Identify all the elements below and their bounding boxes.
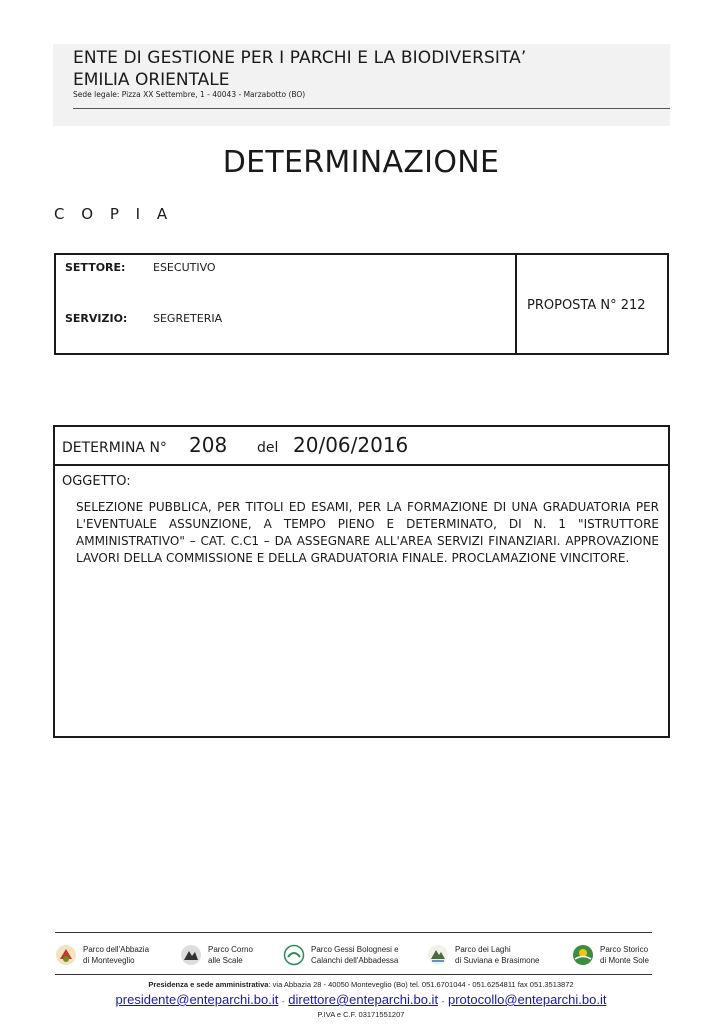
park-corno-alle-scale	[180, 940, 288, 970]
copy-mark: C O P I A	[54, 205, 174, 223]
park-name-line1: Parco Corno	[208, 945, 253, 954]
proposta-number: PROPOSTA N° 212	[527, 298, 646, 313]
park-name-line2: di Suviana e Brasimone	[455, 956, 540, 965]
email-direttore-link[interactable]: direttore@enteparchi.bo.it	[288, 992, 439, 1007]
park-name-line2: alle Scale	[208, 956, 243, 965]
park-name-line2: Calanchi dell'Abbadessa	[311, 956, 399, 965]
org-name-line1: ENTE DI GESTIONE PER I PARCHI E LA BIODIVERSITA’	[73, 48, 527, 68]
park-name-line2: di Monteveglio	[83, 956, 135, 965]
determina-date: 20/06/2016	[293, 433, 409, 457]
footer-address	[0, 980, 722, 989]
info-box-divider	[515, 253, 517, 355]
park-gessi-bolognesi	[283, 940, 421, 970]
org-name-line2: EMILIA ORIENTALE	[73, 70, 230, 90]
determina-label: DETERMINA N°	[62, 440, 167, 456]
letterhead-rule	[73, 108, 670, 109]
email-protocollo-link[interactable]: protocollo@enteparchi.bo.it	[447, 992, 607, 1007]
oggetto-text: SELEZIONE PUBBLICA, PER TITOLI ED ESAMI, PER LA FORMAZIONE DI UNA GRADUATORIA PER L'EVENTUALE ASSUNZIONE, A TEMPO PIENO E DETERMINATO, DI N. 1 "ISTRUTTORE AMMINISTRATIVO" – CAT. C.C1 – DA ASSEGNARE ALL'AREA SERVIZI FINANZIARI. APPROVAZIONE LAVORI DELLA COMMISSIONE E DELLA GRADUATORIA FINALE. PROCLAMAZIONE VINCITORE.	[76, 500, 659, 565]
oggetto-label: OGGETTO:	[62, 474, 131, 489]
footer-emails: presidente@enteparchi.bo.it - direttore@enteparchi.bo.it - protocollo@enteparchi.bo.it	[115, 992, 607, 1007]
park-laghi-suviana	[427, 940, 565, 970]
servizio-label: SERVIZIO:	[65, 312, 128, 325]
park-name-line1: Parco Storico	[600, 945, 649, 954]
footer-bottom-rule	[55, 974, 652, 975]
park-name-line1: Parco Gessi Bolognesi e	[311, 945, 399, 954]
park-name-line1: Parco dell'Abbazia	[83, 945, 150, 954]
determina-box	[53, 425, 670, 738]
park-logo-icon	[572, 944, 594, 966]
determina-del-label: del	[257, 440, 279, 456]
footer-top-rule	[55, 932, 652, 933]
park-logo-icon	[55, 944, 77, 966]
footer-vat-number: P.IVA e C.F. 03171551207	[317, 1010, 405, 1019]
park-logo-icon	[427, 944, 449, 966]
footer-address-detail: : via Abbazia 28 - 40050 Monteveglio (Bo) tel. 051.6701044 - 051.6254811 fax 051.3513872	[268, 980, 574, 989]
park-logo-icon	[283, 944, 305, 966]
document-title: DETERMINAZIONE	[222, 145, 500, 180]
park-name-line2: di Monte Sole	[600, 956, 649, 965]
park-name-line1: Parco dei Laghi	[455, 945, 511, 954]
park-logo-icon	[180, 944, 202, 966]
settore-value: ESECUTIVO	[153, 261, 216, 274]
park-storico-monte-sole	[572, 940, 670, 970]
determina-number: 208	[189, 433, 228, 457]
determina-box-rule	[53, 464, 670, 466]
footer-address-label: Presidenza e sede amministrativa	[148, 980, 269, 989]
legal-seat: Sede legale: Pizza XX Settembre, 1 - 40043 - Marzabotto (BO)	[73, 90, 306, 99]
email-presidente-link[interactable]: presidente@enteparchi.bo.it	[115, 992, 279, 1007]
park-abbazia-monteveglio	[55, 940, 163, 970]
servizio-value: SEGRETERIA	[153, 312, 223, 325]
settore-label: SETTORE:	[65, 261, 126, 274]
